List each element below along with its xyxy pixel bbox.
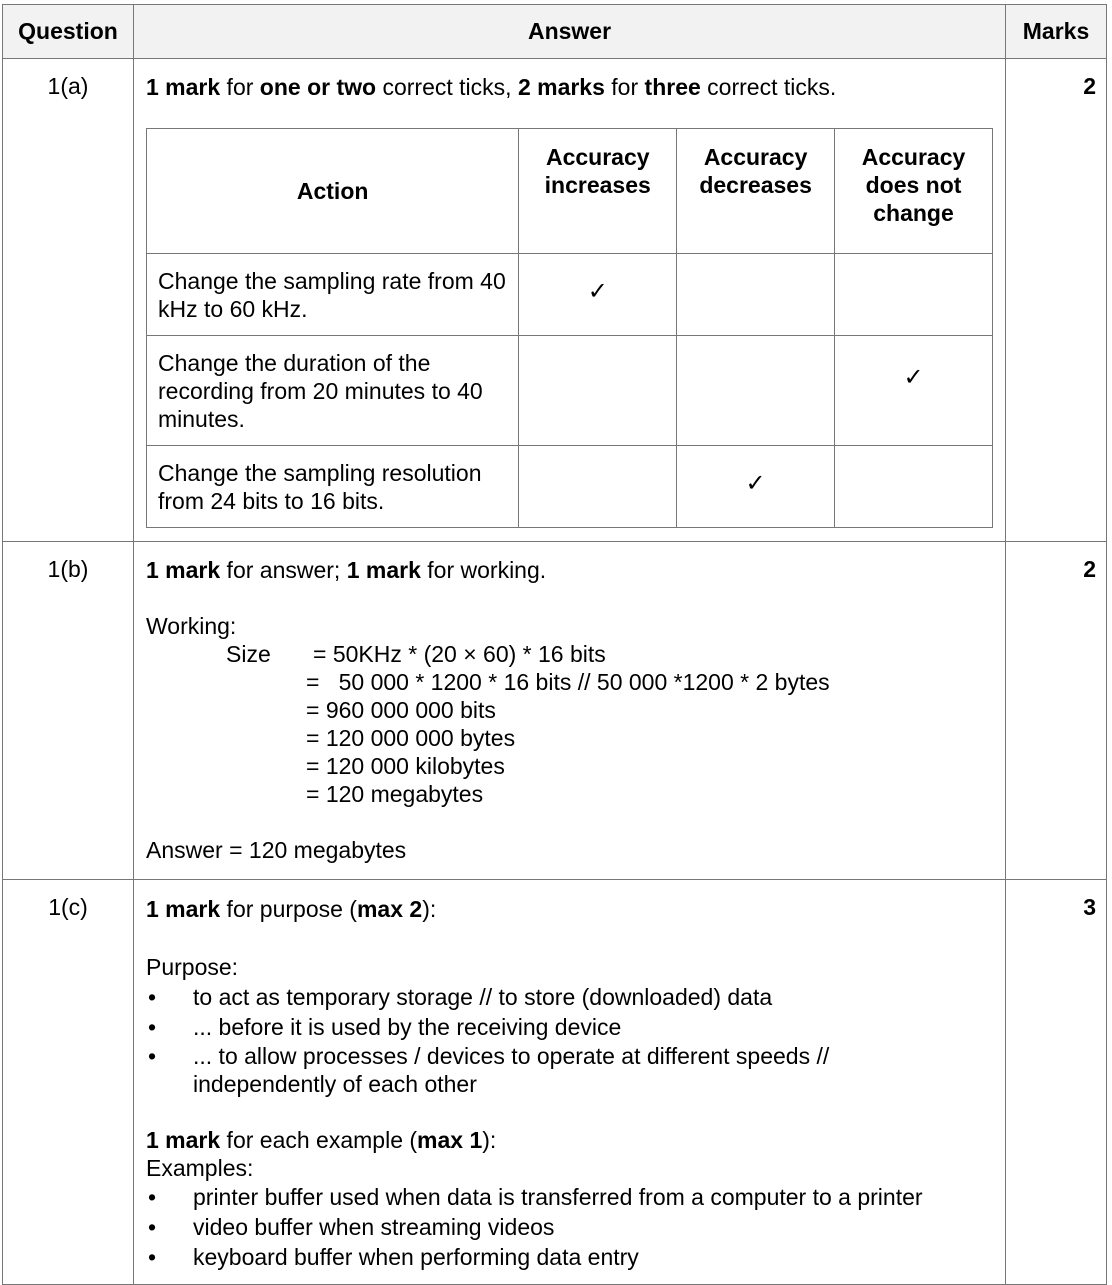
answer-cell (134, 59, 1006, 542)
tick-cell (519, 446, 677, 528)
mark-scheme-table (2, 4, 1107, 1285)
accuracy-row (147, 446, 993, 528)
size-label: Size (226, 641, 271, 667)
accuracy-header-row (147, 129, 993, 254)
accuracy-row (147, 254, 993, 336)
accuracy-decreases-header: Accuracy decreases (677, 129, 835, 254)
question-row-1a (3, 59, 1107, 542)
marking-instruction: 1 mark for purpose (max 2): (146, 896, 437, 922)
tick-mark: ✓ (835, 336, 993, 446)
marks-value: 3 (1006, 880, 1107, 1285)
marks-value: 2 (1006, 542, 1107, 880)
question-number: 1(a) (3, 59, 134, 542)
purpose-label: Purpose: (146, 954, 239, 980)
tick-cell (835, 446, 993, 528)
question-header: Question (3, 5, 134, 59)
answer-cell (134, 880, 1006, 1285)
working-line: = 120 000 kilobytes (306, 753, 505, 779)
accuracy-no-change-header: Accuracy does not change (835, 129, 993, 254)
working-line: = 120 000 000 bytes (306, 725, 516, 751)
tick-cell (519, 336, 677, 446)
list-item: • video buffer when streaming videos (146, 1212, 993, 1242)
tick-mark: ✓ (519, 254, 677, 336)
action-header: Action (147, 129, 519, 254)
list-item: • ... before it is used by the receiving device (146, 1012, 993, 1042)
examples-list (146, 1182, 993, 1272)
working-line: = 50KHz * (20 × 60) * 16 bits (313, 641, 606, 667)
list-item: • to act as temporary storage // to store (downloaded) data (146, 982, 993, 1012)
accuracy-row (147, 336, 993, 446)
tick-cell (835, 254, 993, 336)
tick-cell (677, 336, 835, 446)
action-text: Change the sampling resolution from 24 bits to 16 bits. (147, 446, 519, 528)
header-row (3, 5, 1107, 59)
final-answer: Answer = 120 megabytes (146, 837, 407, 863)
examples-label: Examples: (146, 1155, 254, 1181)
marks-header: Marks (1006, 5, 1107, 59)
question-number: 1(b) (3, 542, 134, 880)
answer-header: Answer (134, 5, 1006, 59)
action-text: Change the duration of the recording from 20 minutes to 40 minutes. (147, 336, 519, 446)
question-row-1c (3, 880, 1107, 1285)
answer-cell (134, 542, 1006, 880)
marks-value: 2 (1006, 59, 1107, 542)
working-line: = 960 000 000 bits (306, 697, 496, 723)
accuracy-table (146, 128, 993, 528)
list-item: • keyboard buffer when performing data entry (146, 1242, 993, 1272)
question-row-1b (3, 542, 1107, 880)
marking-instruction: 1 mark for each example (max 1): (146, 1127, 497, 1153)
accuracy-increases-header: Accuracy increases (519, 129, 677, 254)
working-line: = 120 megabytes (306, 781, 484, 807)
working-label: Working: (146, 613, 237, 639)
working-line: = 50 000 * 1200 * 16 bits // 50 000 *1200 * 2 bytes (306, 669, 830, 695)
purpose-list (146, 982, 993, 1098)
marking-instruction: 1 mark for answer; 1 mark for working. (146, 557, 547, 583)
marking-instruction: 1 mark for one or two correct ticks, 2 marks for three correct ticks. (146, 74, 837, 100)
working-block (146, 640, 993, 808)
list-item: • ... to allow processes / devices to operate at different speeds // independently of each other (146, 1042, 993, 1098)
question-number: 1(c) (3, 880, 134, 1285)
action-text: Change the sampling rate from 40 kHz to 60 kHz. (147, 254, 519, 336)
tick-cell (677, 254, 835, 336)
tick-mark: ✓ (677, 446, 835, 528)
list-item: • printer buffer used when data is transferred from a computer to a printer (146, 1182, 993, 1212)
